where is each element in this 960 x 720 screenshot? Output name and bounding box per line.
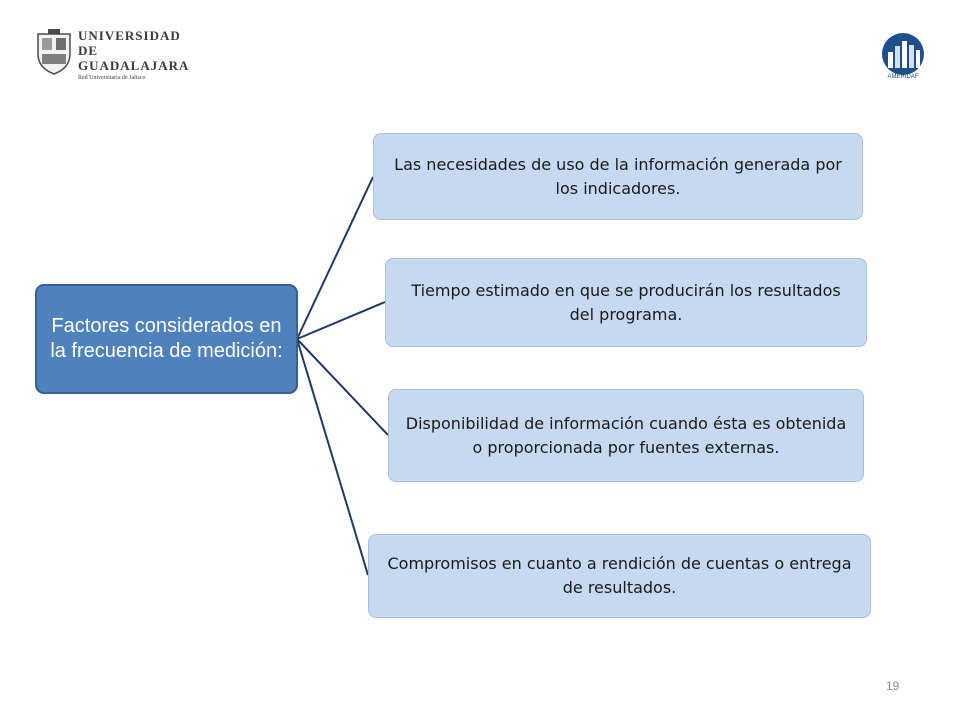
connector-line [297,177,373,339]
partner-logo-text: AMERIDAF [887,74,919,80]
university-subtitle: Red Universitaria de Jalisco [78,75,146,81]
diagram-branch-node: Tiempo estimado en que se producirán los resultados del programa. [385,258,867,347]
diagram-branch-node: Disponibilidad de información cuando ésta es obtenida o proporcionada por fuentes externas. [388,389,864,482]
page-number: 19 [886,679,900,693]
university-name-line1: UNIVERSIDAD DE [78,28,181,58]
diagram-branch-node: Compromisos en cuanto a rendición de cuentas o entrega de resultados. [368,534,871,618]
connector-line [297,302,385,339]
connector-line [297,339,368,575]
diagram-branch-node: Las necesidades de uso de la información generada por los indicadores. [373,133,863,220]
diagram-root-node: Factores considerados en la frecuencia de medición: [35,284,298,394]
university-name-line2: GUADALAJARA [78,58,190,73]
